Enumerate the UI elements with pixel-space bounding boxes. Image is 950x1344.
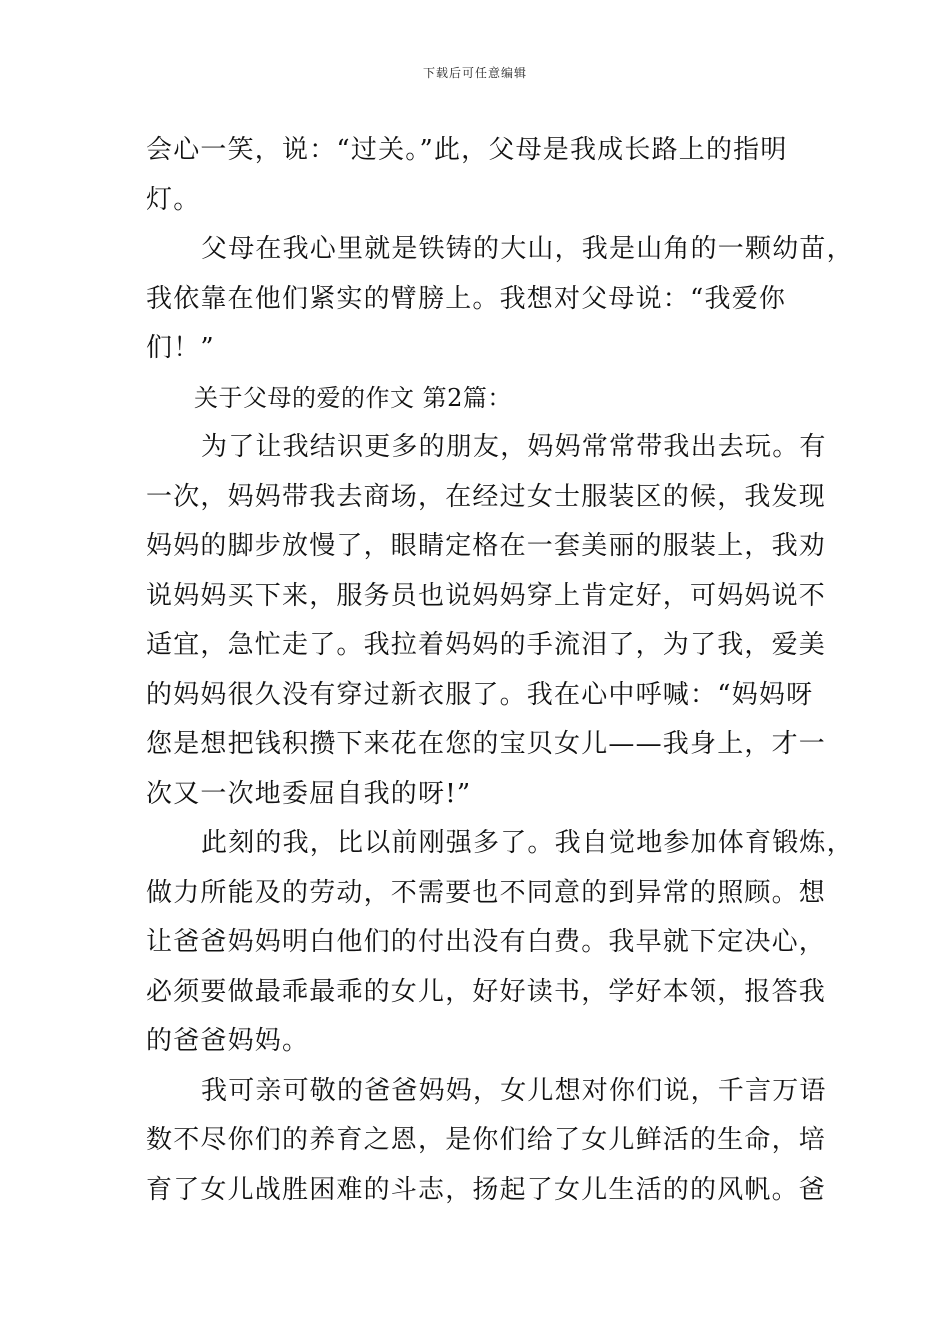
text-line: 一次，妈妈带我去商场，在经过女士服装区的候，我发现 bbox=[146, 481, 827, 512]
text-line: 的妈妈很久没有穿过新衣服了。我在心中呼喊：“妈妈呀 bbox=[146, 679, 814, 710]
text-line: 必须要做最乖最乖的女儿，好好读书，学好本领，报答我 bbox=[146, 976, 827, 1007]
text-line: 次又一次地委屈自我的呀!” bbox=[146, 778, 472, 809]
text-line: 我依靠在他们紧实的臂膀上。我想对父母说：“我爱你 bbox=[146, 283, 787, 314]
text-line: 数不尽你们的养育之恩，是你们给了女儿鲜活的生命，培 bbox=[146, 1125, 827, 1155]
section-heading: 关于父母的爱的作文 第2篇： bbox=[194, 383, 512, 412]
text-line: 我可亲可敬的爸爸妈妈，女儿想对你们说，千言万语 bbox=[201, 1075, 827, 1106]
text-line: 说妈妈买下来，服务员也说妈妈穿上肯定好，可妈妈说不 bbox=[146, 580, 827, 611]
text-line: 您是想把钱积攒下来花在您的宝贝女儿——我身上，才一 bbox=[146, 729, 827, 759]
text-line: 妈妈的脚步放慢了，眼睛定格在一套美丽的服装上，我劝 bbox=[146, 531, 827, 561]
text-line: 做力所能及的劳动，不需要也不同意的到异常的照顾。想 bbox=[146, 877, 827, 908]
text-line: 们！” bbox=[146, 333, 215, 363]
text-line: 的爸爸妈妈。 bbox=[146, 1026, 310, 1056]
document-body bbox=[146, 126, 854, 1215]
text-line: 为了让我结识更多的朋友，妈妈常常带我出去玩。有 bbox=[201, 432, 827, 462]
page-header: 下载后可任意编辑 bbox=[422, 66, 527, 80]
text-line: 父母在我心里就是铁铸的大山，我是山角的一颗幼苗， bbox=[201, 234, 854, 264]
text-line: 适宜，急忙走了。我拉着妈妈的手流泪了，为了我，爱美 bbox=[146, 630, 827, 660]
text-line: 育了女儿战胜困难的斗志，扬起了女儿生活的的风帆。爸 bbox=[146, 1174, 827, 1205]
text-line: 让爸爸妈妈明白他们的付出没有白费。我早就下定决心， bbox=[146, 927, 827, 957]
text-line: 此刻的我，比以前刚强多了。我自觉地参加体育锻炼， bbox=[201, 828, 854, 858]
text-line: 会心一笑，说：“过关。”此，父母是我成长路上的指明 bbox=[146, 135, 788, 165]
text-line: 灯。 bbox=[146, 184, 201, 215]
